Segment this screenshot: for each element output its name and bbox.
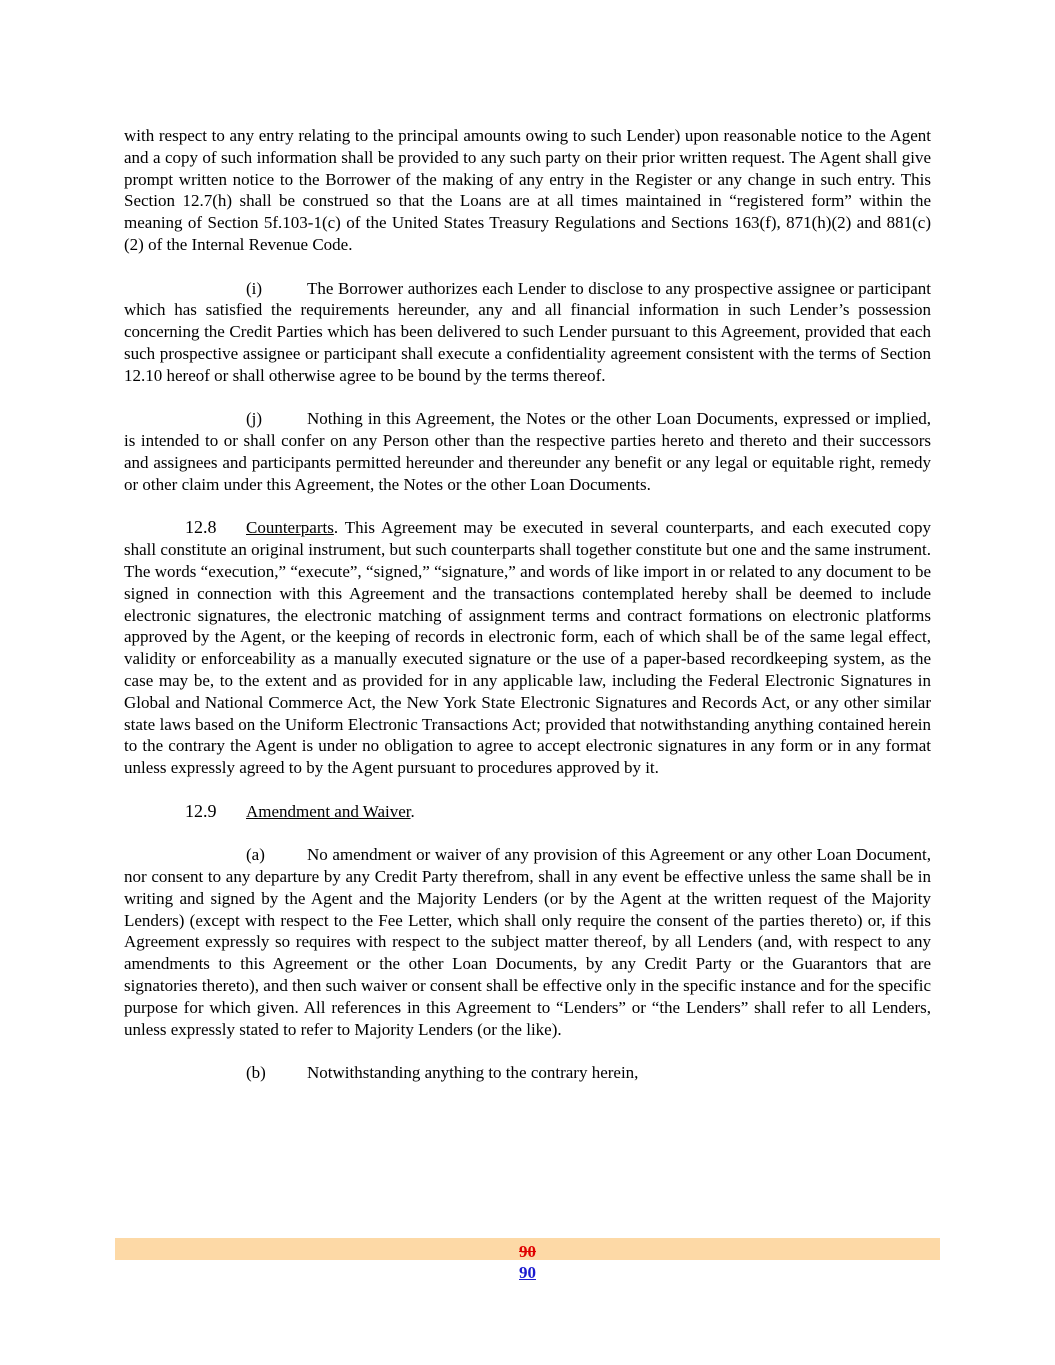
clause-b-text: Notwithstanding anything to the contrary herein, <box>307 1063 639 1083</box>
clause-j-label: (j) <box>246 409 263 429</box>
section-12-8 <box>124 517 931 779</box>
clause-i-text: The Borrower authorizes each Lender to disclose to any prospective assignee or participant which has satisfied the requirements hereunder, any and all financial information in such Lender’s possession concerning the Credit Parties which has been delivered to such Lender pursuant to this Agreement, provided that each such prospective assignee or participant shall execute a confidentiality agreement consistent with the terms of Section 12.10 hereof or shall otherwise agree to be bound by the terms thereof. <box>124 278 931 385</box>
section-12-8-number: 12.8 <box>185 517 217 538</box>
page-number-inserted[interactable]: 90 <box>519 1263 536 1282</box>
section-12-9-number: 12.9 <box>185 800 217 821</box>
clause-i-label: (i) <box>246 278 263 298</box>
section-12-8-text: . This Agreement may be executed in several counterparts, and each executed copy shall constitute an original instrument, but such counterparts shall together constitute but one and the same instrument. The words “execution,” “execute”, “signed,” “signature,” and words of like import in or related to any document to be signed in connection with this Agreement and the transactions contemplated hereby shall be deemed to include electronic signatures, the electronic matching of assignment terms and contract formations on electronic platforms approved by the Agent, or the keeping of records in electronic form, each of which shall be of the same legal effect, validity or enforceability as a manually executed signature or the use of a paper-based recordkeeping system, as the case may be, to the extent and as provided for in any applicable law, including the Federal Electronic Signatures in Global and National Commerce Act, the New York State Electronic Signatures and Records Act, or any other similar state laws based on the Uniform Electronic Transactions Act; provided that notwithstanding anything contained herein to the contrary the Agent is under no obligation to agree to accept electronic signatures in any form or in any format unless expressly agreed to by the Agent pursuant to procedures approved by it. <box>124 518 931 778</box>
page-number-deleted: 90 <box>519 1242 536 1261</box>
section-12-8-heading: Counterparts <box>246 518 334 538</box>
clause-j-text: Nothing in this Agreement, the Notes or the other Loan Documents, expressed or implied, is intended to or shall confer on any Person other than the respective parties hereto and thereto and their successors and assignees and participants permitted hereunder and thereunder any benefit or any legal or equitable right, remedy or other claim under this Agreement, the Notes or the other Loan Documents. <box>124 409 931 494</box>
clause-b-label: (b) <box>246 1063 266 1083</box>
clause-a <box>124 844 931 1040</box>
clause-j <box>124 408 931 495</box>
section-12-9 <box>124 801 931 823</box>
clause-a-label: (a) <box>246 845 265 865</box>
section-12-9-heading: Amendment and Waiver <box>246 801 411 821</box>
section-12-9-heading-suffix: . <box>410 801 415 821</box>
clause-a-text: No amendment or waiver of any provision of this Agreement or any other Loan Document, nor consent to any departure by any Credit Party therefrom, shall in any event be effective unless the same shall be in writing and signed by the Agent and the Majority Lenders (or by the Agent at the written request of the Majority Lenders) (except with respect to the Fee Letter, which shall only require the consent of the parties thereto) or, if this Agreement expressly so requires with respect to the subject matter thereof, by all Lenders (and, with respect to any amendments to this Agreement or the other Loan Documents, by any Credit Party or the Guarantors that are signatories thereto), and then such waiver or consent shall be effective only in the specific instance and for the specific purpose for which given. All references in this Agreement to “Lenders” or “the Lenders” shall refer to all Lenders, unless expressly stated to refer to Majority Lenders (or the like). <box>124 845 931 1039</box>
clause-i <box>124 278 931 387</box>
paragraph-register: with respect to any entry relating to the principal amounts owing to such Lender) upon reasonable notice to the Agent and a copy of such information shall be provided to any such party on their prior written request. The Agent shall give prompt written notice to the Borrower of the making of any entry in the Register or any change in such entry. This Section 12.7(h) shall be construed so that the Loans are at all times maintained in “registered form” within the meaning of Section 5f.103-1(c) of the United States Treasury Regulations and Sections 163(f), 871(h)(2) and 881(c)(2) of the Internal Revenue Code. <box>124 126 931 254</box>
document-body <box>124 125 931 1106</box>
clause-b <box>124 1062 931 1084</box>
